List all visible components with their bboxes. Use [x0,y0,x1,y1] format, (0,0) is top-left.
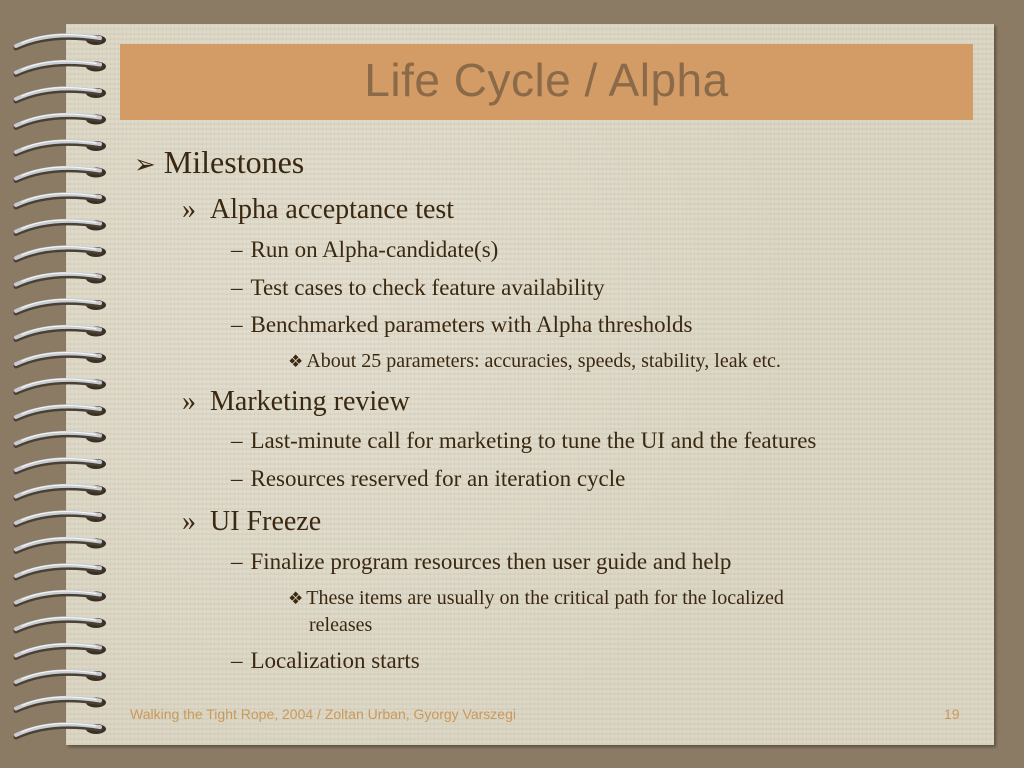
dash-bullet-icon: – [231,549,243,574]
item-text: Last-minute call for marketing to tune the UI and the features [250,428,817,453]
bullet-critical-path [288,587,784,610]
binding-ring-icon [16,724,106,737]
double-chevron-bullet-icon: » [182,386,196,417]
bullet-milestones [134,144,304,181]
item-text: Test cases to check feature availability [250,275,605,300]
binding-ring-icon [16,618,106,631]
binding-ring-icon [16,273,106,286]
binding-ring-icon [16,167,106,180]
dash-bullet-icon: – [231,312,243,337]
slide-paper [66,24,994,745]
binding-ring-icon [16,512,106,525]
binding-ring-icon [16,353,106,366]
binding-ring-icon [16,565,106,578]
binding-ring-icon [16,671,106,684]
item-text: Run on Alpha-candidate(s) [250,237,499,262]
diamond-bullet-icon: ❖ [288,352,304,371]
title-bar [120,44,973,120]
binding-ring-icon [16,538,106,551]
dash-bullet-icon: – [231,237,243,262]
item-text: Alpha acceptance test [210,194,455,225]
binding-ring-icon [16,644,106,657]
slide-title: Life Cycle / Alpha [364,54,729,106]
bullet-run-on-alpha [231,237,498,263]
arrow-bullet-icon: ➢ [134,150,156,179]
diamond-bullet-icon: ❖ [288,589,304,608]
item-text: releases [309,614,373,636]
item-text: UI Freeze [210,506,322,537]
item-text: Localization starts [250,648,420,673]
binding-ring-icon [16,194,106,207]
binding-ring-icon [16,247,106,260]
spiral-binding [0,0,130,768]
binding-ring-icon [16,459,106,472]
binding-ring-icon [16,697,106,710]
binding-ring-icon [16,591,106,604]
bullet-about-25 [288,350,781,373]
bullet-critical-path-continued [309,614,372,637]
bullet-marketing-review [182,386,410,418]
dash-bullet-icon: – [231,466,243,491]
binding-ring-icon [16,88,106,101]
bullet-test-cases [231,275,605,301]
binding-ring-icon [16,406,106,419]
bullet-last-minute [231,428,816,454]
bullet-resources-reserved [231,466,625,492]
binding-ring-icon [16,326,106,339]
binding-ring-icon [16,220,106,233]
item-text: Marketing review [210,386,410,417]
binding-ring-icon [16,114,106,127]
double-chevron-bullet-icon: » [182,506,196,537]
item-text: About 25 parameters: accuracies, speeds, stability, leak etc. [306,350,781,372]
item-text: Milestones [163,144,305,180]
bullet-ui-freeze [182,506,321,538]
item-text: Benchmarked parameters with Alpha thresholds [250,312,693,337]
binding-ring-icon [16,379,106,392]
binding-ring-icon [16,141,106,154]
bullet-alpha-acceptance [182,194,454,226]
binding-ring-icon [16,35,106,48]
item-text: These items are usually on the critical path for the localized [306,587,784,609]
binding-ring-icon [16,485,106,498]
dash-bullet-icon: – [231,648,243,673]
item-text: Resources reserved for an iteration cycle [250,466,626,491]
bullet-localization [231,648,420,674]
dash-bullet-icon: – [231,275,243,300]
dash-bullet-icon: – [231,428,243,453]
double-chevron-bullet-icon: » [182,194,196,225]
page-number: 19 [944,706,960,722]
binding-ring-icon [16,432,106,445]
footer-text: Walking the Tight Rope, 2004 / Zoltan Urban, Gyorgy Varszegi [130,706,516,722]
item-text: Finalize program resources then user guide and help [250,549,732,574]
binding-ring-icon [16,61,106,74]
bullet-finalize [231,549,731,575]
binding-ring-icon [16,300,106,313]
bullet-benchmarked [231,312,693,338]
